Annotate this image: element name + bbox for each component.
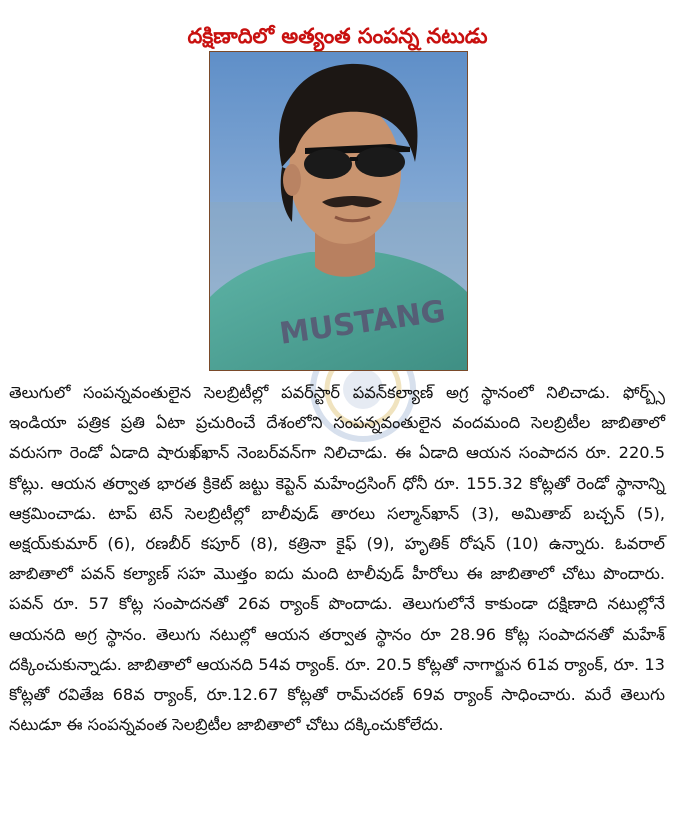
article-paragraph: తెలుగులో సంపన్నవంతులైన సెలబ్రిటీల్లో పవర్‌స్టార్ పవన్‌కల్యాణ్ అగ్ర స్థానంలో నిలిచాడు. ఫోర్బ్స్ ఇండియా పత్రిక ప్రతి ఏటా ప్రచురించే దేశంలోని సంపన్నవంతులైన వందమంది సెలబ్రిటీల జాబితాలో వరుసగా రెండో ఏడాది షారుఖ్‌ఖాన్ నెంబర్‌వన్‌గా నిలిచాడు. ఈ ఏడాది ఆయన సంపాదన రూ. 220.5 కోట్లు. ఆయన తర్వాత భారత క్రికెట్ జట్టు కెప్టెన్ మహేంద్రసింగ్ ధోనీ రూ. 155.32 కోట్లతో రెండో స్థానాన్ని ఆక్రమించాడు. టాప్ టెన్ సెలబ్రిటీల్లో బాలీవుడ్ తారలు సల్మాన్‌ఖాన్ (3), అమితాబ్ బచ్చన్ (5), అక్షయ్‌కుమార్ (6), రణబీర్ కపూర్ (8), కత్రినా కైఫ్ (9), హృతిక్ రోషన్ (10) ఉన్నారు. ఓవరాల్ జాబితాలో పవన్ కల్యాణ్ సహ మొత్తం ఐదు మంది టాలీవుడ్ హీరోలు ఈ జాబితాలో చోటు పొందారు. పవన్ రూ. 57 కోట్ల సంపాదనతో 26వ ర్యాంక్ పొందాడు. తెలుగులోనే కాకుండా దక్షిణాది నటుల్లోనే ఆయనది అగ్ర స్థానం. తెలుగు నటుల్లో ఆయన తర్వాత స్థానం రూ 28.96 కోట్ల సంపాదనతో మహేశ్ దక్కించుకున్నాడు. జాబితాలో ఆయనది 54వ ర్యాంక్. రూ. 20.5 కోట్లతో నాగార్జున 61వ ర్యాంక్, రూ. 13 కోట్లతో రవితేజ 68వ ర్యాంక్, రూ.12.67 కోట్లతో రామ్‌చరణ్ 69వ ర్యాంక్ సాధించారు. మరే తెలుగు నటుడూ ఈ సంపన్నవంత సెలబ్రిటీల జాబితాలో చోటు దక్కించుకోలేదు. (9, 383, 665, 735)
actor-photo (209, 51, 468, 371)
page-title: దక్షిణాదిలో అత్యంత సంపన్న నటుడు (187, 24, 488, 49)
article-body (9, 378, 665, 740)
actor-portrait-icon (210, 52, 467, 370)
svg-text:MUSTANG: MUSTANG (277, 293, 448, 352)
